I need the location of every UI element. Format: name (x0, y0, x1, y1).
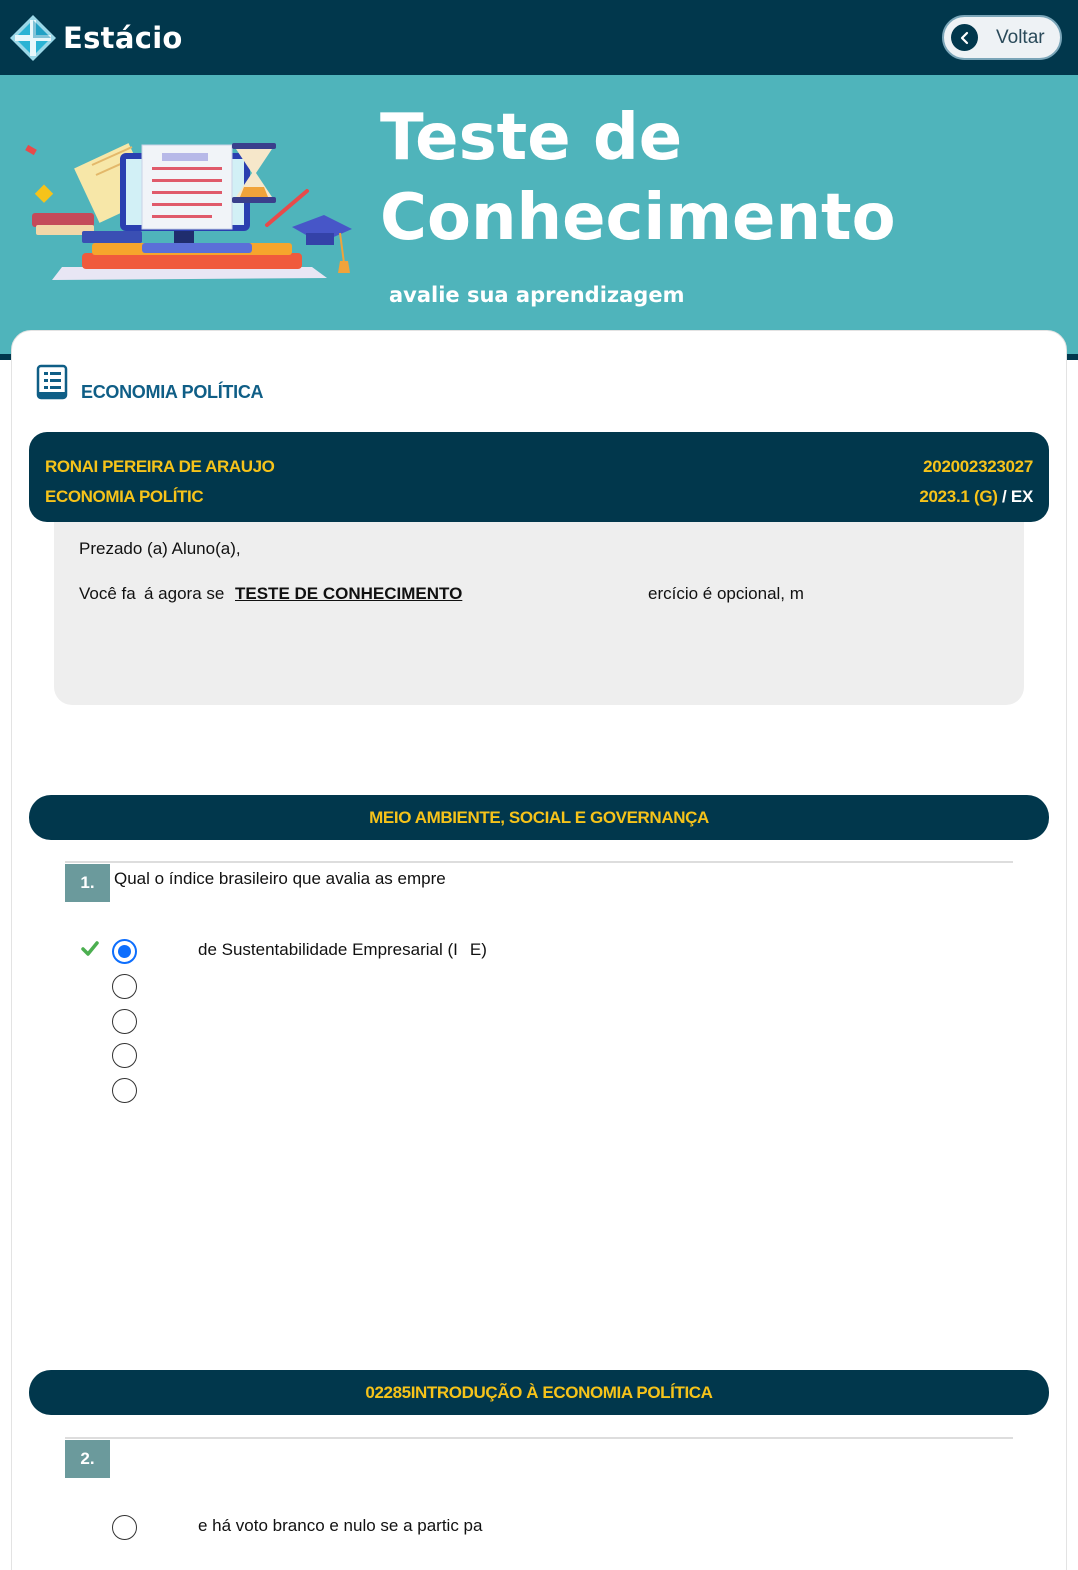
page-subtitle: avalie sua aprendizagem (389, 283, 685, 307)
course-title: ECONOMIA POLÍTICA (81, 382, 264, 402)
section-header-2: 02285INTRODUÇÃO À ECONOMIA POLÍTICA (29, 1370, 1049, 1415)
term-type: EX (1010, 487, 1033, 506)
student-info-right (919, 452, 1033, 512)
answer-radio-2[interactable] (112, 974, 137, 999)
chevron-left-icon (951, 24, 978, 51)
student-info-bar (29, 432, 1049, 522)
notice-text (79, 584, 999, 608)
term-info (919, 482, 1033, 512)
logo-text: Estácio (63, 21, 183, 55)
answer-option-text (198, 940, 487, 960)
answer-option-suffix: E) (469, 940, 487, 959)
question-divider (65, 1437, 1013, 1439)
student-registration: 202002323027 (923, 457, 1033, 476)
student-name: RONAI PEREIRA DE ARAUJO (45, 457, 275, 476)
course-header (36, 362, 263, 403)
study-illustration (22, 135, 362, 285)
answer-radio-4[interactable] (112, 1043, 137, 1068)
back-button[interactable] (942, 15, 1062, 60)
notice-text-part1: Você fa (79, 584, 136, 603)
term-period: 2023.1 (G) (919, 487, 998, 506)
notice-greeting: Prezado (a) Aluno(a), (79, 539, 241, 558)
answer-option-text: e há voto branco e nulo se a partic pa (198, 1516, 483, 1535)
back-button-label: Voltar (996, 26, 1045, 48)
correct-check-icon (81, 941, 99, 957)
notice-text-part4: ercício é opcional, m (648, 584, 804, 603)
question-text: Qual o índice brasileiro que avalia as empre (114, 869, 446, 888)
student-info-left (45, 452, 274, 512)
term-separator: / (1002, 487, 1007, 506)
section-header-1: MEIO AMBIENTE, SOCIAL E GOVERNANÇA (29, 795, 1049, 840)
notice-text-part2: á agora se (144, 584, 225, 603)
document-list-icon (36, 364, 70, 402)
question-number: 2. (65, 1440, 110, 1478)
estacio-logo-icon (9, 14, 57, 62)
top-bar (0, 0, 1078, 75)
estacio-logo[interactable] (9, 14, 183, 62)
answer-radio-1[interactable] (112, 939, 137, 964)
page-title: Teste de Conhecimento (380, 101, 896, 255)
answer-radio-3[interactable] (112, 1009, 137, 1034)
answer-radio-5[interactable] (112, 1078, 137, 1103)
notice-box (54, 522, 1024, 705)
question-number: 1. (65, 864, 110, 902)
notice-emphasis: TESTE DE CONHECIMENTO (235, 584, 463, 603)
question-divider (65, 861, 1013, 863)
answer-radio-1[interactable] (112, 1515, 137, 1540)
student-course: ECONOMIA POLÍTIC (45, 487, 204, 506)
answer-option-label: de Sustentabilidade Empresarial (I (198, 940, 458, 959)
